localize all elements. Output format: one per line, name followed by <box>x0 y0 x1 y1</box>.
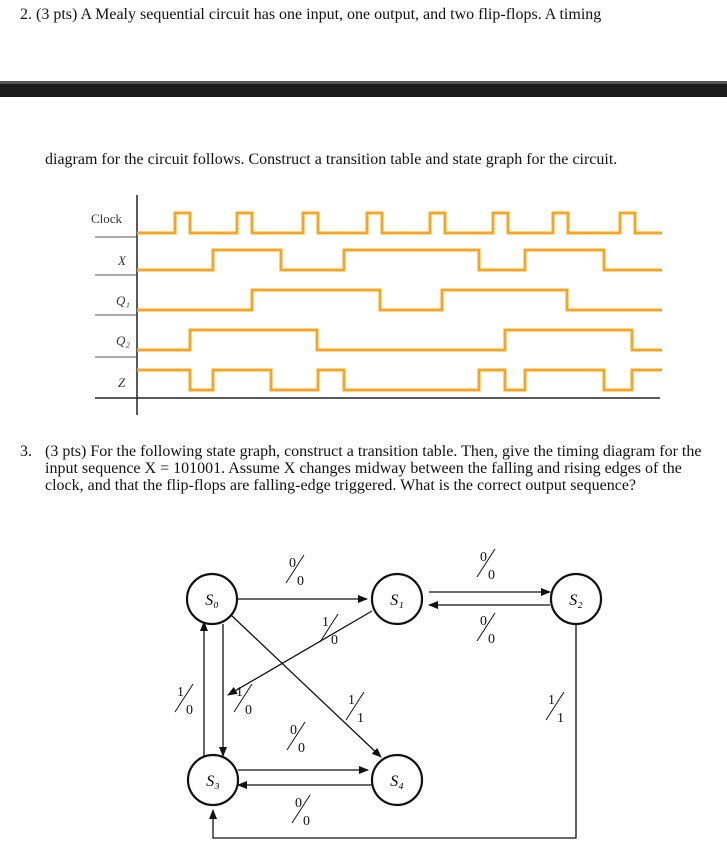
problem-3-number: 3. <box>20 443 32 460</box>
svg-text:0: 0 <box>480 550 487 565</box>
label-s3-s0 <box>175 684 193 718</box>
state-s0-label: S₀ <box>205 592 219 609</box>
state-s3 <box>188 755 238 805</box>
state-s4-label: S₄ <box>390 773 404 790</box>
svg-text:1: 1 <box>357 711 364 726</box>
signal-label-clock: Clock <box>91 211 123 226</box>
svg-text:0: 0 <box>186 703 193 718</box>
svg-text:0: 0 <box>295 796 302 811</box>
label-s0-s1 <box>286 555 304 589</box>
svg-text:1: 1 <box>236 685 243 700</box>
svg-text:1: 1 <box>348 693 355 708</box>
label-s2-s3 <box>546 692 564 726</box>
x-waveform <box>137 250 662 270</box>
label-s4-s3 <box>287 722 305 756</box>
signal-label-q2: Q₂ <box>116 333 130 348</box>
svg-text:1: 1 <box>322 615 329 630</box>
svg-text:0: 0 <box>298 741 305 756</box>
svg-text:0: 0 <box>480 614 487 629</box>
state-s0 <box>187 574 237 624</box>
svg-text:0: 0 <box>245 703 252 718</box>
svg-text:1: 1 <box>548 693 555 708</box>
clock-waveform <box>137 213 662 233</box>
state-s1 <box>372 574 422 624</box>
label-s1-s0-diag <box>320 614 338 648</box>
svg-text:1: 1 <box>177 685 184 700</box>
state-graph <box>0 540 727 858</box>
signal-label-z: Z <box>118 375 126 390</box>
svg-text:0: 0 <box>297 574 304 589</box>
z-waveform <box>137 370 662 390</box>
svg-text:0: 0 <box>303 814 310 829</box>
edge-s0-s4 <box>231 615 381 757</box>
state-s2 <box>551 574 601 624</box>
svg-text:0: 0 <box>289 556 296 571</box>
state-s3-label: S₃ <box>206 773 220 790</box>
timing-diagram <box>0 195 727 420</box>
svg-text:0: 0 <box>290 723 297 738</box>
svg-text:0: 0 <box>488 632 495 647</box>
svg-text:0: 0 <box>488 568 495 583</box>
label-s3-s4 <box>292 795 310 829</box>
problem-2-line-1: 2. (3 pts) A Mealy sequential circuit has one input, one output, and two flip-flops. A timing <box>20 6 602 23</box>
state-s2-label: S₂ <box>569 592 583 609</box>
q2-waveform <box>137 330 662 350</box>
q1-waveform <box>137 290 662 310</box>
label-s2-s1 <box>477 613 495 647</box>
signal-label-q1: Q₁ <box>116 293 130 308</box>
label-s0-s3 <box>234 684 252 718</box>
label-s0-s4 <box>346 692 364 726</box>
state-s1-label: S₁ <box>390 592 404 609</box>
svg-text:0: 0 <box>331 633 338 648</box>
problem-3-text: (3 pts) For the following state graph, construct a transition table. Then, give the timing diagram for the input sequence X = 101001. Assume X changes midway between the falling and rising edges of the clock, and that the flip-flops are falling-edge triggered. What is the correct output sequence? <box>45 443 702 494</box>
state-s4 <box>372 755 422 805</box>
problem-2-line-2: diagram for the circuit follows. Construct a transition table and state graph for the circuit. <box>45 151 618 168</box>
signal-label-x: X <box>118 253 126 268</box>
svg-text:1: 1 <box>557 711 564 726</box>
label-s1-s2 <box>477 549 495 583</box>
page-divider-bar <box>0 81 727 97</box>
edge-s1-s0-diag <box>228 611 372 695</box>
